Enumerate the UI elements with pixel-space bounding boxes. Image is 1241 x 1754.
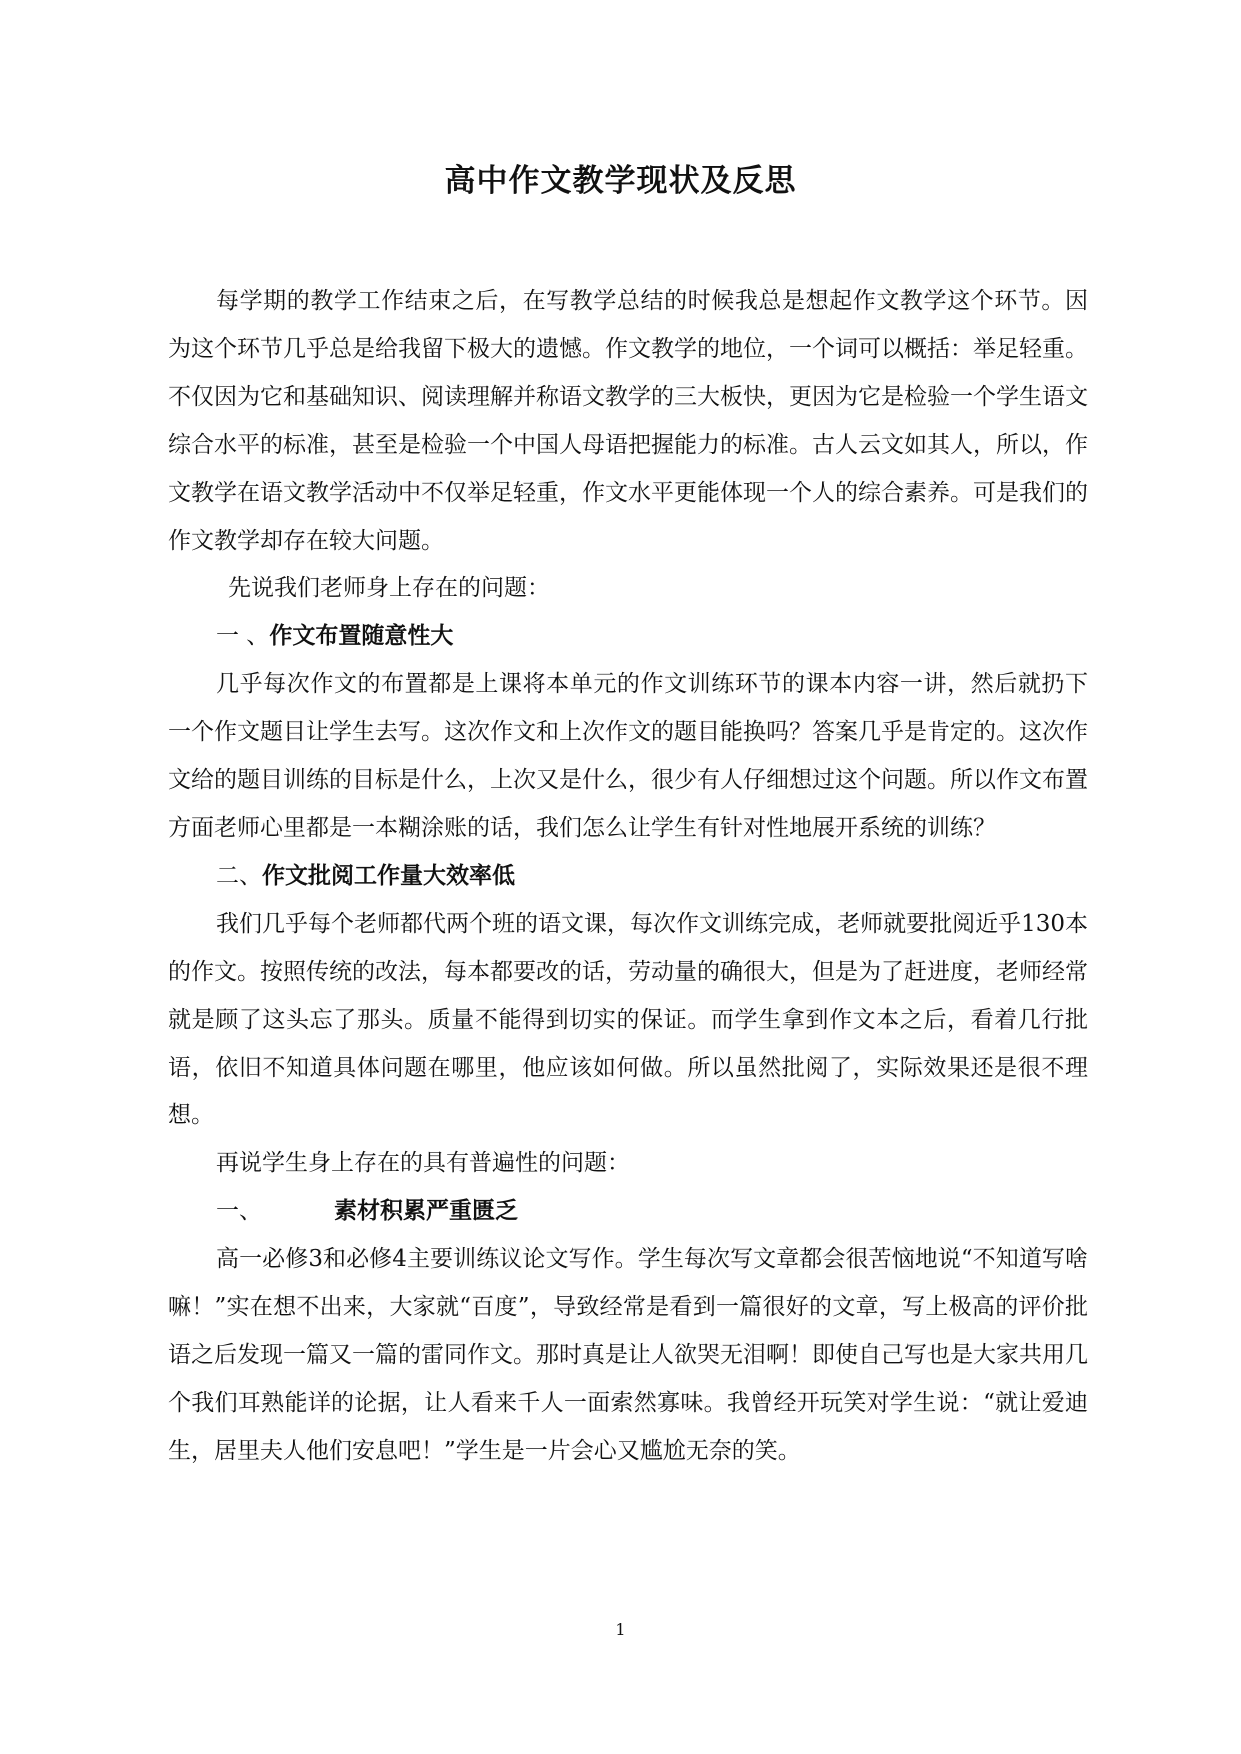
heading-text: 作文批阅工作量大效率低	[262, 862, 515, 889]
paragraph-teacher-problems: 先说我们老师身上存在的问题：	[228, 575, 550, 602]
paragraph-assignment: 几乎每次作文的布置都是上课将本单元的作文训练环节的课本内容一讲，然后就扔下一个作文题目让学生去写。这次作文和上次作文的题目能换吗？答案几乎是肯定的。这次作文给的题目训练的目标是什么，上次又是什么，很少有人仔细想过这个问题。所以作文布置方面老师心里都是一本糊涂账的话，我们怎么让学生有针对性地展开系统的训练？	[168, 671, 1088, 841]
paragraph-materials: 高一必修3和必修4主要训练议论文写作。学生每次写文章都会很苦恼地说“不知道写啥嘛！”实在想不出来，大家就“百度”，导致经常是看到一篇很好的文章，写上极高的评价批语之后发现一篇又一篇的雷同作文。那时真是让人欲哭无泪啊！即使自己写也是大家共用几个我们耳熟能详的论据，让人看来千人一面索然寡味。我曾经开玩笑对学生说：“就让爱迪生，居里夫人他们安息吧！”学生是一片会心又尴尬无奈的笑。	[168, 1246, 1088, 1464]
heading-label: 二、	[216, 862, 262, 889]
page-number: 1	[615, 1620, 626, 1639]
heading-label: 一 、	[216, 623, 270, 650]
paragraph-grading: 我们几乎每个老师都代两个班的语文课，每次作文训练完成，老师就要批阅近乎130本的作文。按照传统的改法，每本都要改的话，劳动量的确很大，但是为了赶进度，老师经常就是顾了这头忘了那头。质量不能得到切实的保证。而学生拿到作文本之后，看着几行批语，依旧不知道具体问题在哪里，他应该如何做。所以虽然批阅了，实际效果还是很不理想。	[168, 910, 1088, 1129]
heading-text: 作文布置随意性大	[269, 623, 454, 650]
section-heading-3	[168, 1188, 1088, 1236]
section-heading-2	[168, 853, 1088, 901]
heading-label: 一、	[216, 1198, 262, 1225]
document-body	[168, 278, 1088, 1476]
page-title: 高中作文教学现状及反思	[444, 163, 797, 199]
heading-text: 素材积累严重匮乏	[334, 1198, 518, 1225]
paragraph-student-problems: 再说学生身上存在的具有普遍性的问题：	[216, 1150, 630, 1177]
paragraph-intro: 每学期的教学工作结束之后，在写教学总结的时候我总是想起作文教学这个环节。因为这个环节几乎总是给我留下极大的遗憾。作文教学的地位，一个词可以概括：举足轻重。不仅因为它和基础知识、阅读理解并称语文教学的三大板快，更因为它是检验一个学生语文综合水平的标准，甚至是检验一个中国人母语把握能力的标准。古人云文如其人，所以，作文教学在语文教学活动中不仅举足轻重，作文水平更能体现一个人的综合素养。可是我们的作文教学却存在较大问题。	[168, 288, 1088, 554]
section-heading-1	[168, 613, 1088, 661]
